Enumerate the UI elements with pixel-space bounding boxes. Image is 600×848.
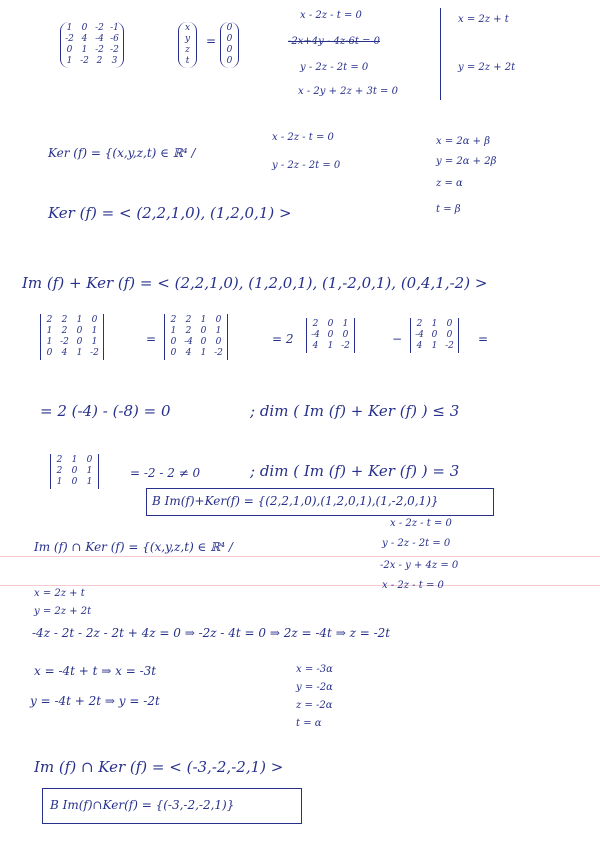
intersection-equation: -2x - y + 4z = 0: [380, 560, 459, 571]
intersection-equation: x - 2z - t = 0: [382, 580, 444, 591]
y-result: y = -4t + 2t ⇒ y = -2t: [30, 694, 160, 708]
zero-vector: 0 0 0 0: [220, 22, 239, 68]
intersection-result: Im (f) ∩ Ker (f) = < (-3,-2,-2,1) >: [34, 758, 284, 776]
ruled-line: [0, 556, 600, 557]
determinant-1: 2 2 1 0 1 2 0 1 1 -2 0 1 0 4 1 -2: [40, 314, 104, 360]
system-equation: x - 2y + 2z + 3t = 0: [298, 86, 398, 97]
kernel-param: y = 2α + 2β: [436, 156, 497, 167]
equals-sign: =: [478, 332, 489, 346]
equals-sign: =: [146, 332, 157, 346]
sum-basis: B Im(f)+Ker(f) = {(2,2,1,0),(1,2,0,1),(1,-2,0,1)}: [152, 494, 439, 508]
kernel-param: x = 2α + β: [436, 136, 491, 147]
intersection-param: y = -2α: [296, 682, 333, 693]
determinant-5: 2 1 0 2 0 1 1 0 1: [50, 454, 99, 489]
x-result: x = -4t + t ⇒ x = -3t: [34, 664, 157, 678]
kernel-basis: Ker (f) = < (2,2,1,0), (1,2,0,1) >: [48, 204, 292, 222]
kernel-equation: x - 2z - t = 0: [272, 132, 334, 143]
solution-x: x = 2z + t: [458, 14, 509, 25]
minus-sign: −: [392, 332, 403, 346]
dim-eq: ; dim ( Im (f) + Ker (f) ) = 3: [250, 462, 460, 480]
system-equation: y - 2z - 2t = 0: [300, 62, 369, 73]
sum-title: Im (f) + Ker (f) = < (2,2,1,0), (1,2,0,1), (1,-2,0,1), (0,4,1,-2) >: [22, 274, 488, 292]
intersection-param: t = α: [296, 718, 322, 729]
det-result: = 2 (-4) - (-8) = 0: [40, 402, 171, 420]
intersection-equation: x - 2z - t = 0: [390, 518, 452, 529]
determinant-4: 2 1 0 -4 0 0 4 1 -2: [410, 318, 459, 353]
intersection-equation: y - 2z - 2t = 0: [382, 538, 451, 549]
dim-le: ; dim ( Im (f) + Ker (f) ) ≤ 3: [250, 402, 460, 420]
determinant-3: 2 0 1 -4 0 0 4 1 -2: [306, 318, 355, 353]
kernel-equation: y - 2z - 2t = 0: [272, 160, 341, 171]
variable-vector: x y z t: [178, 22, 197, 68]
system-equation: -2x+4y - 4z-6t = 0: [288, 36, 380, 47]
ruled-line: [0, 585, 600, 586]
coefficient-matrix: 1 0 -2 -1 -2 4 -4 -6 0 1 -2 -2 1 -2 2 3: [60, 22, 124, 68]
separator-bar: [440, 8, 441, 100]
kernel-definition: Ker (f) = {(x,y,z,t) ∈ ℝ⁴ /: [48, 146, 196, 160]
kernel-param: t = β: [436, 204, 461, 215]
solution-y: y = 2z + 2t: [458, 62, 516, 73]
intersection-definition: Im (f) ∩ Ker (f) = {(x,y,z,t) ∈ ℝ⁴ /: [34, 540, 233, 554]
system-equation: x - 2z - t = 0: [300, 10, 362, 21]
intersection-param: z = -2α: [296, 700, 333, 711]
substitution-y: y = 2z + 2t: [34, 606, 92, 617]
intersection-param: x = -3α: [296, 664, 333, 675]
equals-sign: =: [206, 34, 217, 48]
kernel-param: z = α: [436, 178, 463, 189]
intersection-basis: B Im(f)∩Ker(f) = {(-3,-2,-2,1)}: [50, 798, 235, 812]
det5-value: = -2 - 2 ≠ 0: [130, 466, 201, 480]
substitution-x: x = 2z + t: [34, 588, 85, 599]
derivation-chain: -4z - 2t - 2z - 2t + 4z = 0 ⇒ -2z - 4t = 0 ⇒ 2z = -4t ⇒ z = -2t: [32, 626, 391, 640]
determinant-2: 2 2 1 0 1 2 0 1 0 -4 0 0 0 4 1 -2: [164, 314, 228, 360]
factor-two: = 2: [272, 332, 294, 346]
